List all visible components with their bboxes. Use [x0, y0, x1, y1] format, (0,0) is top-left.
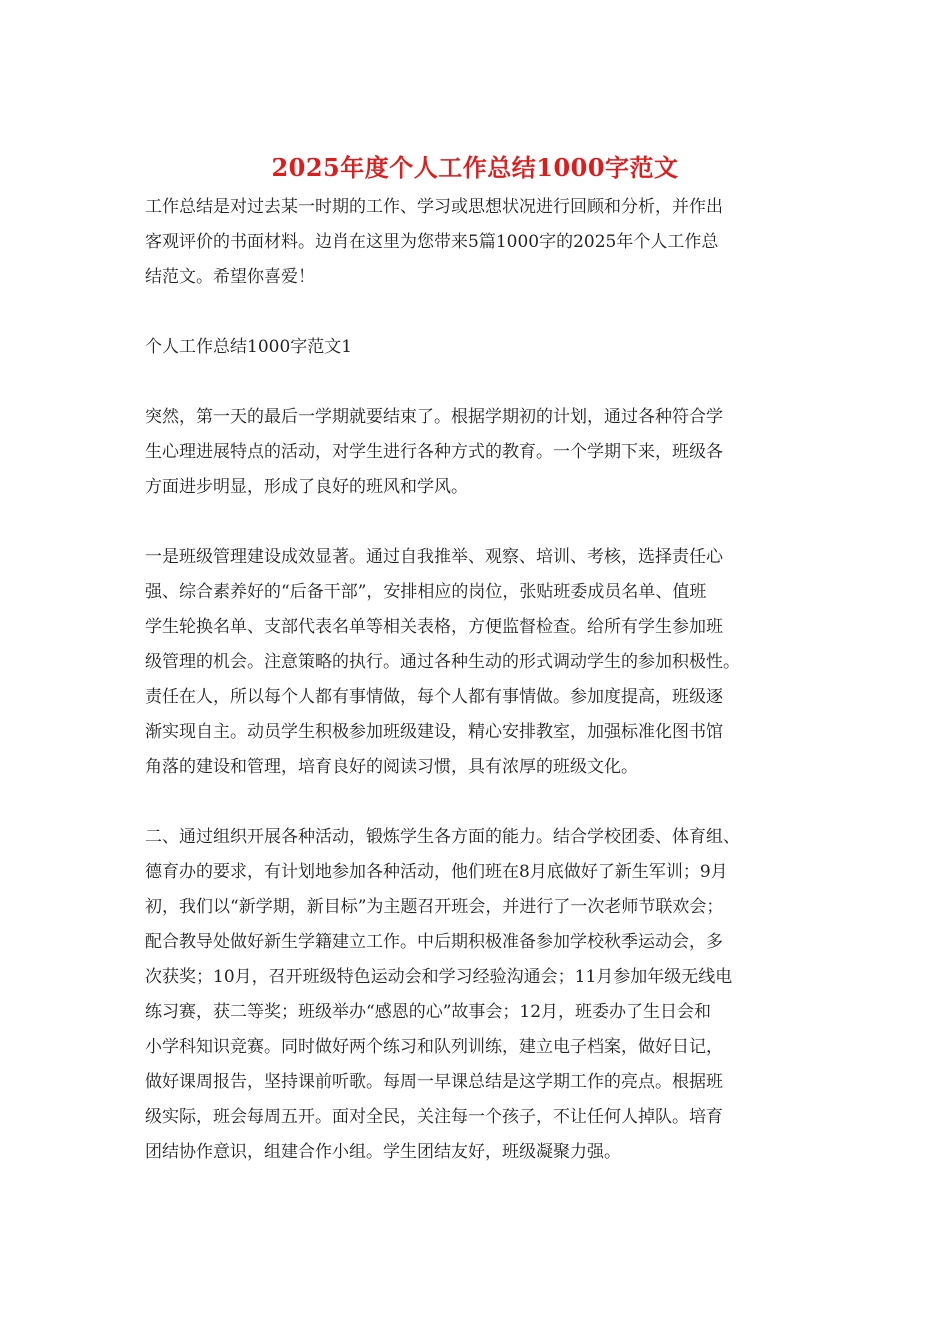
paragraph-gap	[145, 505, 813, 540]
body-paragraph-activities: 二、通过组织开展各种活动，锻炼学生各方面的能力。结合学校团委、体育组、 德育办的要求，有计划地参加各种活动，他们班在8月底做好了新生军训；9月 初，我们以“新学期，新目标”为主题召开班会，并进行了一次老师节联欢会； 配合教导处做好新生学籍建立工作。中后期积极准备参加学校秋季运动会，多 次获奖；10月，召开班级特色运动会和学习经验沟通会；11月参加年级无线电 练习赛，获二等奖；班级举办“感恩的心”故事会；12月，班委办了生日会和 小学科知识竞赛。同时做好两个练习和队列训练，建立电子档案，做好日记， 做好课周报告，坚持课前听歌。每周一早课总结是这学期工作的亮点。根据班 级实际，班会每周五开。面对全民，关注每一个孩子，不让任何人掉队。培育 团结协作意识，组建合作小组。学生团结友好，班级凝聚力强。	[145, 827, 740, 1162]
body-paragraph-opening: 突然，第一天的最后一学期就要结束了。根据学期初的计划，通过各种符合学 生心理进展特点的活动，对学生进行各种方式的教育。一个学期下来，班级各 方面进步明显，形成了良好的班风和学风。	[145, 407, 723, 497]
paragraph-gap	[145, 785, 813, 820]
document-body	[145, 190, 813, 1170]
section-heading: 个人工作总结1000字范文1	[145, 337, 353, 357]
document-title: 2025年度个人工作总结1000字范文	[271, 153, 679, 182]
paragraph-gap	[145, 295, 813, 330]
paragraph-gap	[145, 365, 813, 400]
body-paragraph-class-management: 一是班级管理建设成效显著。通过自我推举、观察、培训、考核，选择责任心 强、综合素养好的“后备干部”，安排相应的岗位，张贴班委成员名单、值班 学生轮换名单、支部代表名单等相关表格，方便监督检查。给所有学生参加班 级管理的机会。注意策略的执行。通过各种生动的形式调动学生的参加积极性。 责任在人，所以每个人都有事情做，每个人都有事情做。参加度提高，班级逐 渐实现自主。动员学生积极参加班级建设，精心安排教室，加强标准化图书馆 角落的建设和管理，培育良好的阅读习惯，具有浓厚的班级文化。	[145, 547, 740, 777]
intro-paragraph: 工作总结是对过去某一时期的工作、学习或思想状况进行回顾和分析，并作出 客观评价的书面材料。边肖在这里为您带来5篇1000字的2025年个人工作总 结范文。希望你喜爱！	[145, 197, 723, 287]
